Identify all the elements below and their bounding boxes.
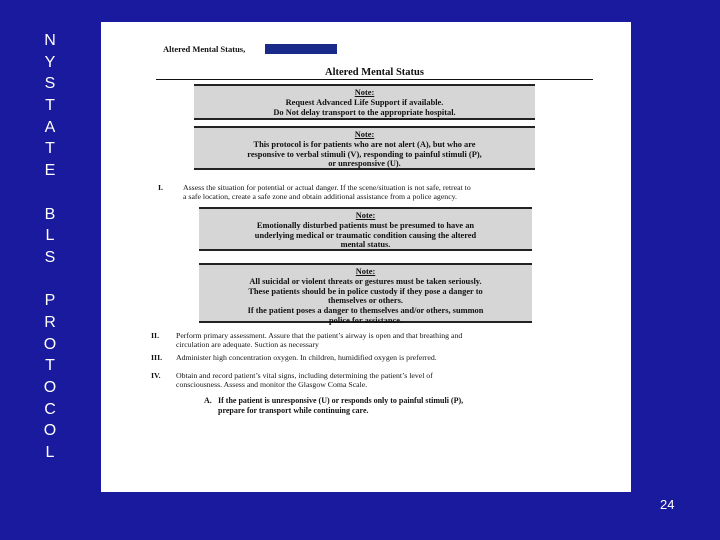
note-line: These patients should be in police custody if they pose a danger to <box>248 286 483 296</box>
redaction-bar <box>265 44 337 54</box>
step-text <box>183 183 471 202</box>
note-line: All suicidal or violent threats or gestures must be taken seriously. <box>249 276 482 286</box>
step-text <box>176 353 437 362</box>
side-title-letter: B <box>44 205 56 223</box>
side-title-letter: R <box>44 313 56 331</box>
side-title-letter: O <box>43 335 57 353</box>
note-box-als <box>194 84 535 120</box>
side-title-letter: C <box>44 400 56 418</box>
substep-letter: A. <box>204 396 212 405</box>
side-title-letter: E <box>44 162 56 180</box>
step-number: II. <box>151 331 160 340</box>
substep-line: prepare for transport while continuing care. <box>218 405 369 415</box>
step-line: Administer high concentration oxygen. In children, humidified oxygen is preferred. <box>176 353 437 362</box>
note-line: Request Advanced Life Support if available. <box>285 97 444 107</box>
substep-text <box>218 396 463 415</box>
note-line: police for assistance. <box>328 315 403 325</box>
substep-line: If the patient is unresponsive (U) or responds only to painful stimuli (P), <box>218 396 464 405</box>
step-text <box>176 371 433 390</box>
side-title-letter: L <box>45 444 55 462</box>
note-box-avpu <box>194 126 535 170</box>
note-line: Do Not delay transport to the appropriate hospital. <box>273 107 456 117</box>
side-title-letter: A <box>44 118 56 136</box>
side-title <box>38 30 62 464</box>
note-heading: Note: <box>355 267 376 276</box>
side-title-letter: O <box>43 379 57 396</box>
side-title-letter <box>38 269 62 291</box>
side-title-letter: T <box>45 357 55 375</box>
note-line: themselves or others. <box>328 296 403 306</box>
side-title-letter: N <box>44 32 56 49</box>
step-line: Obtain and record patient’s vital signs, including determining the patient’s level of <box>176 371 433 380</box>
note-box-suicidal <box>199 263 532 323</box>
note-line: underlying medical or traumatic condition causing the altered <box>254 230 477 240</box>
step-text <box>176 331 462 350</box>
note-line: This protocol is for patients who are not alert (A), but who are <box>253 139 476 149</box>
side-title-letter: L <box>45 227 55 245</box>
protocol-document <box>101 22 631 492</box>
step-number: I. <box>158 183 163 192</box>
note-heading: Note: <box>354 88 375 97</box>
document-title: Altered Mental Status <box>156 67 593 80</box>
side-title-letter: O <box>43 422 57 440</box>
side-title-letter <box>38 182 62 204</box>
side-title-letter: Y <box>44 53 56 71</box>
step-number: IV. <box>151 371 161 380</box>
note-line: or unresponsive (U). <box>328 159 401 169</box>
side-title-letter: T <box>45 140 55 158</box>
step-line: Assess the situation for potential or actual danger. If the scene/situation is not safe, retreat to <box>183 183 471 192</box>
document-header-label: Altered Mental Status, <box>163 44 246 54</box>
side-title-letter: S <box>44 248 56 266</box>
note-line: Emotionally disturbed patients must be presumed to have an <box>256 220 475 230</box>
side-title-letter: P <box>44 292 56 310</box>
note-heading: Note: <box>355 211 376 220</box>
step-line: consciousness. Assess and monitor the Glasgow Coma Scale. <box>176 380 368 390</box>
step-line: a safe location, create a safe zone and obtain additional assistance from a police agency. <box>183 192 457 202</box>
note-box-emotional <box>199 207 532 251</box>
step-line: Perform primary assessment. Assure that the patient’s airway is open and that breathing and <box>176 331 463 340</box>
side-title-letter: T <box>45 97 55 115</box>
step-number: III. <box>151 353 163 362</box>
note-heading: Note: <box>354 130 375 139</box>
step-line: circulation are adequate. Suction as necessary <box>176 340 319 350</box>
note-line: If the patient poses a danger to themselves and/or others, summon <box>247 306 484 316</box>
note-line: mental status. <box>340 240 391 250</box>
note-line: responsive to verbal stimuli (V), responding to painful stimuli (P), <box>247 149 482 159</box>
side-title-letter: S <box>44 75 56 93</box>
page-number: 24 <box>660 497 675 512</box>
